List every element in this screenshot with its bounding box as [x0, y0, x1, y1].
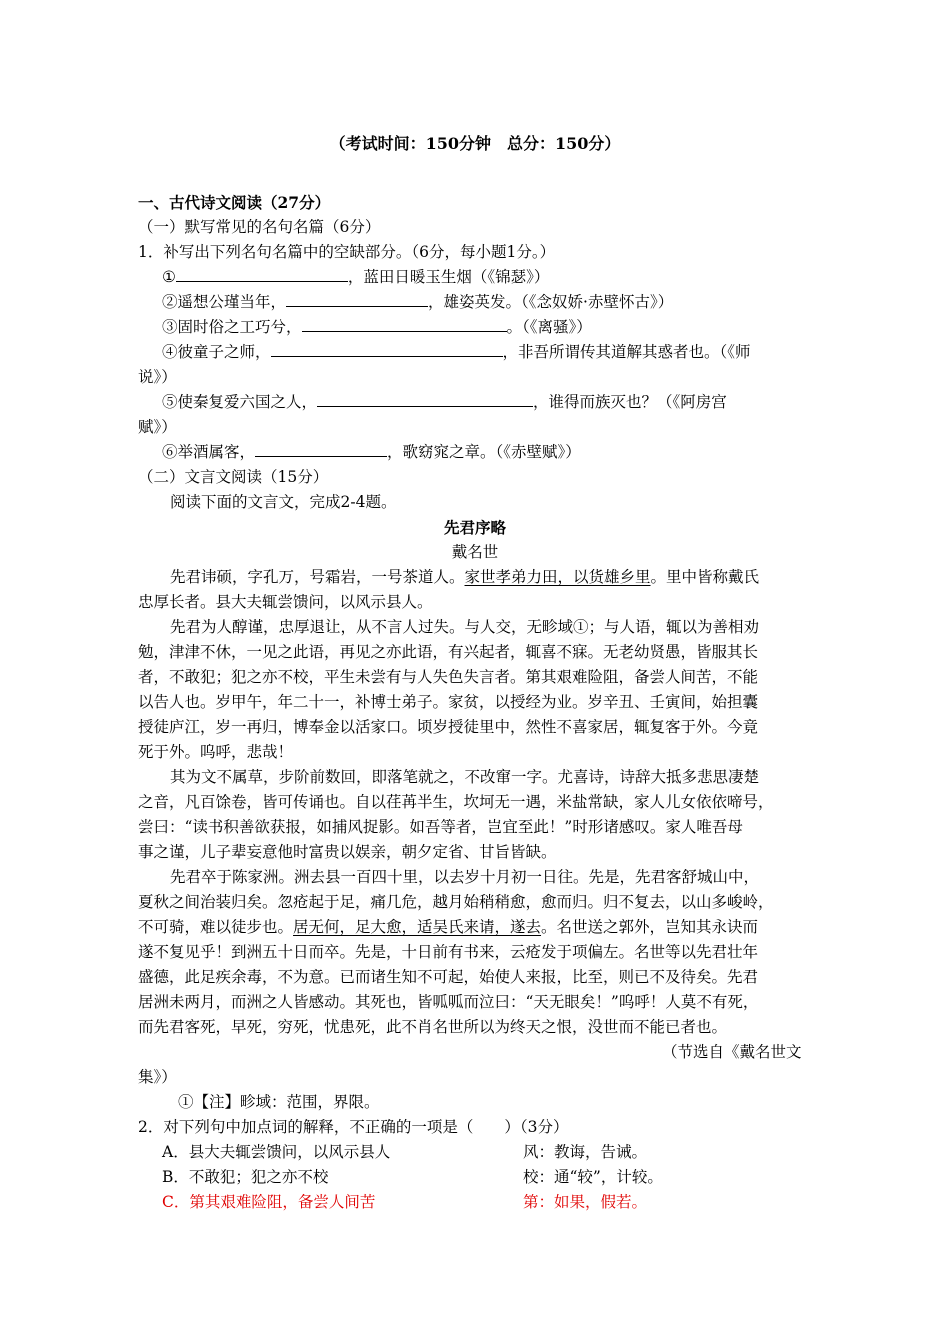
q2-option-b-explanation: 校：通“较”，计较。	[523, 1168, 663, 1186]
passage-p2-line5: 授徒庐江，岁一再归，博奉金以活家口。顷岁授徒里中，然性不喜家居，辄复客于外。今竟	[138, 718, 759, 736]
passage-p2-line6: 死于外。呜呼，悲哉！	[138, 743, 294, 761]
question1-stem: 1．补写出下列名句名篇中的空缺部分。（6分，每小题1分。）	[138, 243, 556, 261]
answer-blank-6[interactable]	[255, 441, 387, 457]
q1-item-6-suffix: ，歌窈窕之章。（《赤壁赋》）	[387, 443, 581, 461]
p4-text-b: 。名世送之郭外，岂知其永诀而	[541, 918, 759, 936]
p4-text-a: 不可骑，难以徒步也。	[138, 918, 294, 936]
answer-blank-4[interactable]	[271, 341, 503, 357]
q2-option-a[interactable]: A．县大夫辄尝馈问，以风示县人	[162, 1143, 391, 1161]
part1-title: （一）默写常见的名句名篇（6分）	[138, 218, 381, 236]
answer-blank-1[interactable]	[176, 266, 348, 282]
passage-p1-line2: 忠厚长者。县大夫辄尝馈问，以风示县人。	[138, 593, 433, 611]
q2-option-b[interactable]: B．不敢犯；犯之亦不校	[162, 1168, 329, 1186]
q1-item-4-prefix: ④彼童子之师，	[162, 343, 271, 361]
q1-item-4	[162, 341, 751, 363]
part2-title: （二）文言文阅读（15分）	[138, 468, 329, 486]
passage-source: （节选自《戴名世文	[662, 1043, 802, 1061]
passage-p3-line4: 事之谨，儿子辈妄意他时富贵以娱亲，朝夕定省、甘旨皆缺。	[138, 843, 557, 861]
passage-p4-line6: 居洲未两月，而洲之人皆感动。其死也，皆呱呱而泣曰：“天无眼矣！”呜呼！人莫不有死，	[138, 993, 759, 1011]
passage-author: 戴名世	[451, 543, 499, 561]
q1-item-5-cont: 赋》）	[138, 418, 177, 436]
p1-text-b: 。里中皆称戴氏	[650, 568, 760, 586]
q1-item-1-suffix: ，蓝田日暖玉生烟（《锦瑟》）	[347, 268, 550, 286]
q1-item-4-cont: 说》）	[138, 368, 177, 386]
passage-source-cont: 集》）	[138, 1068, 177, 1086]
q1-item-1	[162, 266, 549, 288]
q2-option-c[interactable]: C．第其艰难险阻，备尝人间苦	[162, 1193, 376, 1211]
q1-item-3-suffix: 。（《离骚》）	[506, 318, 592, 336]
q1-item-6-prefix: ⑥举酒属客，	[162, 443, 256, 461]
passage-note: ①【注】畛域：范围，界限。	[178, 1093, 380, 1111]
q1-item-3-prefix: ③固时俗之工巧兮，	[162, 318, 302, 336]
passage-p1-line1	[170, 566, 759, 588]
underlined-sentence-2: 居无何，足大愈，适吴氏来请，遂去	[293, 918, 542, 936]
answer-blank-3[interactable]	[302, 316, 507, 332]
q1-item-4-suffix: ，非吾所谓传其道解其惑者也。（《师	[502, 343, 751, 361]
p1-text-a: 先君讳硕，字孔万，号霜岩，一号茶道人。	[170, 568, 465, 586]
exam-info: （考试时间：150分钟 总分：150分）	[329, 134, 621, 153]
passage-p4-line5: 盛德，此足疾余毒，不为意。已而诸生知不可起，始使人来报，比至，则已不及待矣。先君	[138, 968, 759, 986]
q1-item-2	[162, 291, 673, 313]
q1-item-2-suffix: ，雄姿英发。（《念奴娇·赤壁怀古》）	[428, 293, 674, 311]
passage-p2-line4: 以告人也。岁甲午，年二十一，补博士弟子。家贫，以授经为业。岁辛丑、壬寅间，始担囊	[138, 693, 759, 711]
q1-item-5	[162, 391, 727, 413]
passage-p2-line1: 先君为人醇谨，忠厚退让，从不言人过失。与人交，无畛域①；与人语，辄以为善相劝	[170, 618, 760, 636]
passage-p2-line2: 勉，津津不休，一见之此语，再见之亦此语，有兴起者，辄喜不寐。无老幼贤愚，皆服其长	[138, 643, 759, 661]
passage-title: 先君序略	[443, 518, 506, 537]
passage-p4-line7: 而先君客死，早死，穷死，忧患死，此不肖名世所以为终天之恨，没世而不能已者也。	[138, 1018, 728, 1036]
passage-p3-line1: 其为文不属草，步阶前数回，即落笔就之，不改窜一字。尤喜诗，诗辞大抵多悲思凄楚	[170, 768, 760, 786]
answer-blank-5[interactable]	[317, 391, 533, 407]
q1-item-3	[162, 316, 592, 338]
passage-p4-line4: 遂不复见乎！到洲五十日而卒。先是，十日前有书来，云疮发于项偏左。名世等以先君壮年	[138, 943, 759, 961]
passage-p4-line2: 夏秋之间治装归矣。忽疮起于足，痛几危，越月始稍稍愈，愈而归。归不复去，以山多峻岭，	[138, 893, 774, 911]
q2-option-c-explanation: 第：如果，假若。	[523, 1193, 648, 1211]
q1-item-1-prefix: ①	[162, 268, 176, 286]
passage-p3-line3: 尝曰：“读书积善欲获报，如捕风捉影。如吾等者，岂宜至此！”时形诸感叹。家人唯吾母	[138, 818, 743, 836]
underlined-sentence-1: 家世孝弟力田，以货雄乡里	[464, 568, 651, 586]
answer-blank-2[interactable]	[286, 291, 428, 307]
q1-item-2-prefix: ②遥想公瑾当年，	[162, 293, 287, 311]
q1-item-5-prefix: ⑤使秦复爱六国之人，	[162, 393, 318, 411]
question2-stem: 2．对下列句中加点词的解释，不正确的一项是（ ）（3分）	[138, 1118, 569, 1136]
q1-item-5-suffix: ，谁得而族灭也？（《阿房宫	[533, 393, 727, 411]
q1-item-6	[162, 441, 581, 463]
passage-p4-line3	[138, 916, 758, 938]
passage-p3-line2: 之音，凡百馀卷，皆可传诵也。自以荏苒半生，坎坷无一遇，米盐常缺，家人儿女依依啼号，	[138, 793, 774, 811]
passage-p2-line3: 者，不敢犯；犯之亦不校，平生未尝有与人失色失言者。第其艰难险阻，备尝人间苦，不能	[138, 668, 759, 686]
section-title: 一、古代诗文阅读（27分）	[138, 193, 331, 212]
q2-option-a-explanation: 风：教诲，告诫。	[523, 1143, 648, 1161]
passage-p4-line1: 先君卒于陈家洲。洲去县一百四十里，以去岁十月初一日往。先是，先君客舒城山中，	[170, 868, 760, 886]
part2-instruction: 阅读下面的文言文，完成2-4题。	[170, 493, 397, 511]
